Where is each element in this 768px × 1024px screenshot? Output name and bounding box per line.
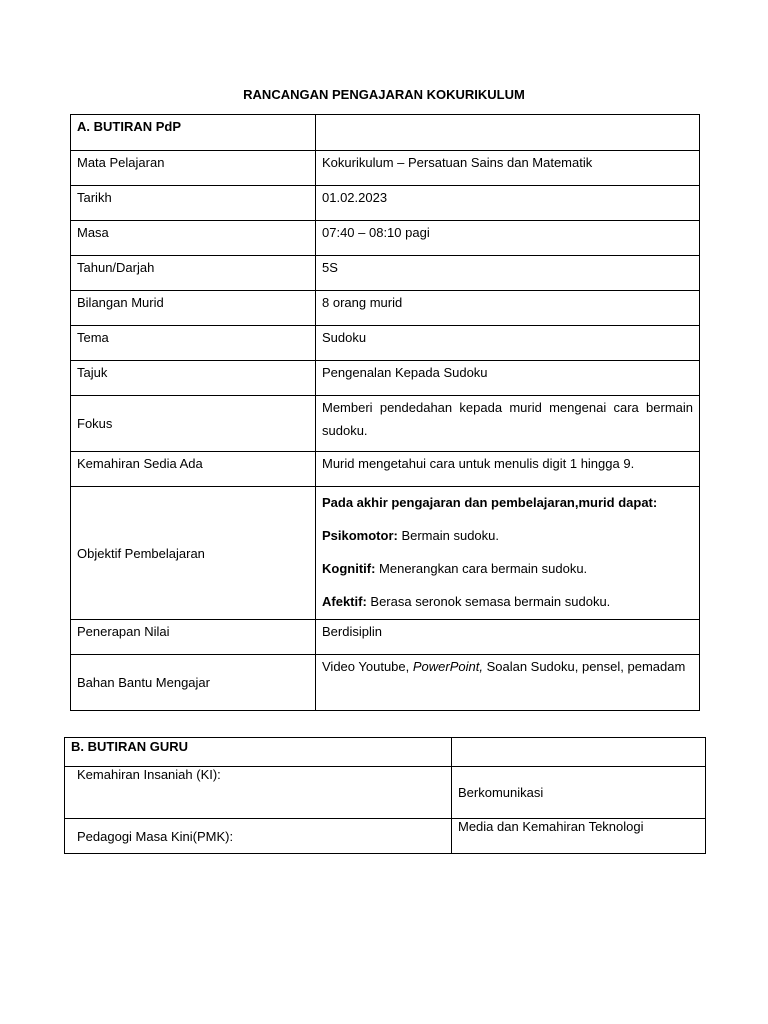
row-label-fokus: Fokus xyxy=(71,396,316,452)
row-label-mata-pelajaran: Mata Pelajaran xyxy=(71,151,316,186)
bahan-part: Soalan Sudoku, pensel, pemadam xyxy=(482,659,686,674)
butiran-pdp-table xyxy=(70,114,700,711)
table-row xyxy=(71,291,700,326)
row-value-bilangan-murid: 8 orang murid xyxy=(316,291,700,326)
bahan-part: Video Youtube, xyxy=(322,659,413,674)
objektif-text: Bermain sudoku. xyxy=(397,528,500,543)
table-row xyxy=(71,186,700,221)
table-row xyxy=(71,256,700,291)
row-label-kemahiran-sedia-ada: Kemahiran Sedia Ada xyxy=(71,452,316,487)
butiran-guru-table xyxy=(64,737,706,854)
objektif-item xyxy=(322,590,693,613)
row-label-pedagogi: Pedagogi Masa Kini(PMK): xyxy=(65,819,452,854)
table-row xyxy=(65,819,706,854)
row-value-tarikh: 01.02.2023 xyxy=(316,186,700,221)
table-row xyxy=(65,767,706,819)
objektif-item xyxy=(322,524,693,547)
table-row xyxy=(71,361,700,396)
document-title: RANCANGAN PENGAJARAN KOKURIKULUM xyxy=(243,87,525,102)
row-value-masa: 07:40 – 08:10 pagi xyxy=(316,221,700,256)
table-row xyxy=(65,738,706,767)
row-label-penerapan-nilai: Penerapan Nilai xyxy=(71,620,316,655)
table-row xyxy=(71,487,700,620)
row-value-pedagogi: Media dan Kemahiran Teknologi xyxy=(452,819,706,854)
row-label-kemahiran-insaniah: Kemahiran Insaniah (KI): xyxy=(65,767,452,819)
table-row xyxy=(71,221,700,256)
row-label-objektif: Objektif Pembelajaran xyxy=(71,487,316,620)
row-label-tema: Tema xyxy=(71,326,316,361)
table-row xyxy=(71,396,700,452)
table-row xyxy=(71,115,700,151)
table-row xyxy=(71,452,700,487)
row-value-bahan-bantu xyxy=(316,655,700,711)
row-label-masa: Masa xyxy=(71,221,316,256)
section-b-header: B. BUTIRAN GURU xyxy=(65,738,452,767)
bahan-powerpoint: PowerPoint, xyxy=(412,659,483,674)
empty-cell xyxy=(316,115,700,151)
row-label-bahan-bantu: Bahan Bantu Mengajar xyxy=(71,655,316,711)
objektif-key: Kognitif: xyxy=(322,561,376,576)
row-value-tahun-darjah: 5S xyxy=(316,256,700,291)
objektif-text: Berasa seronok semasa bermain sudoku. xyxy=(366,594,611,609)
row-label-tajuk: Tajuk xyxy=(71,361,316,396)
objektif-content xyxy=(316,487,700,620)
table-row xyxy=(71,151,700,186)
row-value-kemahiran-insaniah: Berkomunikasi xyxy=(452,767,706,819)
objektif-intro: Pada akhir pengajaran dan pembelajaran,murid dapat: xyxy=(322,495,658,510)
objektif-key: Psikomotor: xyxy=(322,528,398,543)
row-value-tema: Sudoku xyxy=(316,326,700,361)
row-label-bilangan-murid: Bilangan Murid xyxy=(71,291,316,326)
empty-cell xyxy=(452,738,706,767)
objektif-item xyxy=(322,557,693,580)
objektif-text: Menerangkan cara bermain sudoku. xyxy=(375,561,588,576)
row-value-penerapan-nilai: Berdisiplin xyxy=(316,620,700,655)
section-a-header: A. BUTIRAN PdP xyxy=(71,115,316,151)
objektif-key: Afektif: xyxy=(322,594,367,609)
row-label-tarikh: Tarikh xyxy=(71,186,316,221)
row-value-tajuk: Pengenalan Kepada Sudoku xyxy=(316,361,700,396)
table-row xyxy=(71,620,700,655)
row-value-kemahiran-sedia-ada: Murid mengetahui cara untuk menulis digit 1 hingga 9. xyxy=(316,452,700,487)
row-value-mata-pelajaran: Kokurikulum – Persatuan Sains dan Matematik xyxy=(316,151,700,186)
table-row xyxy=(71,655,700,711)
table-row xyxy=(71,326,700,361)
row-value-fokus: Memberi pendedahan kepada murid mengenai cara bermain sudoku. xyxy=(316,396,700,452)
row-label-tahun-darjah: Tahun/Darjah xyxy=(71,256,316,291)
